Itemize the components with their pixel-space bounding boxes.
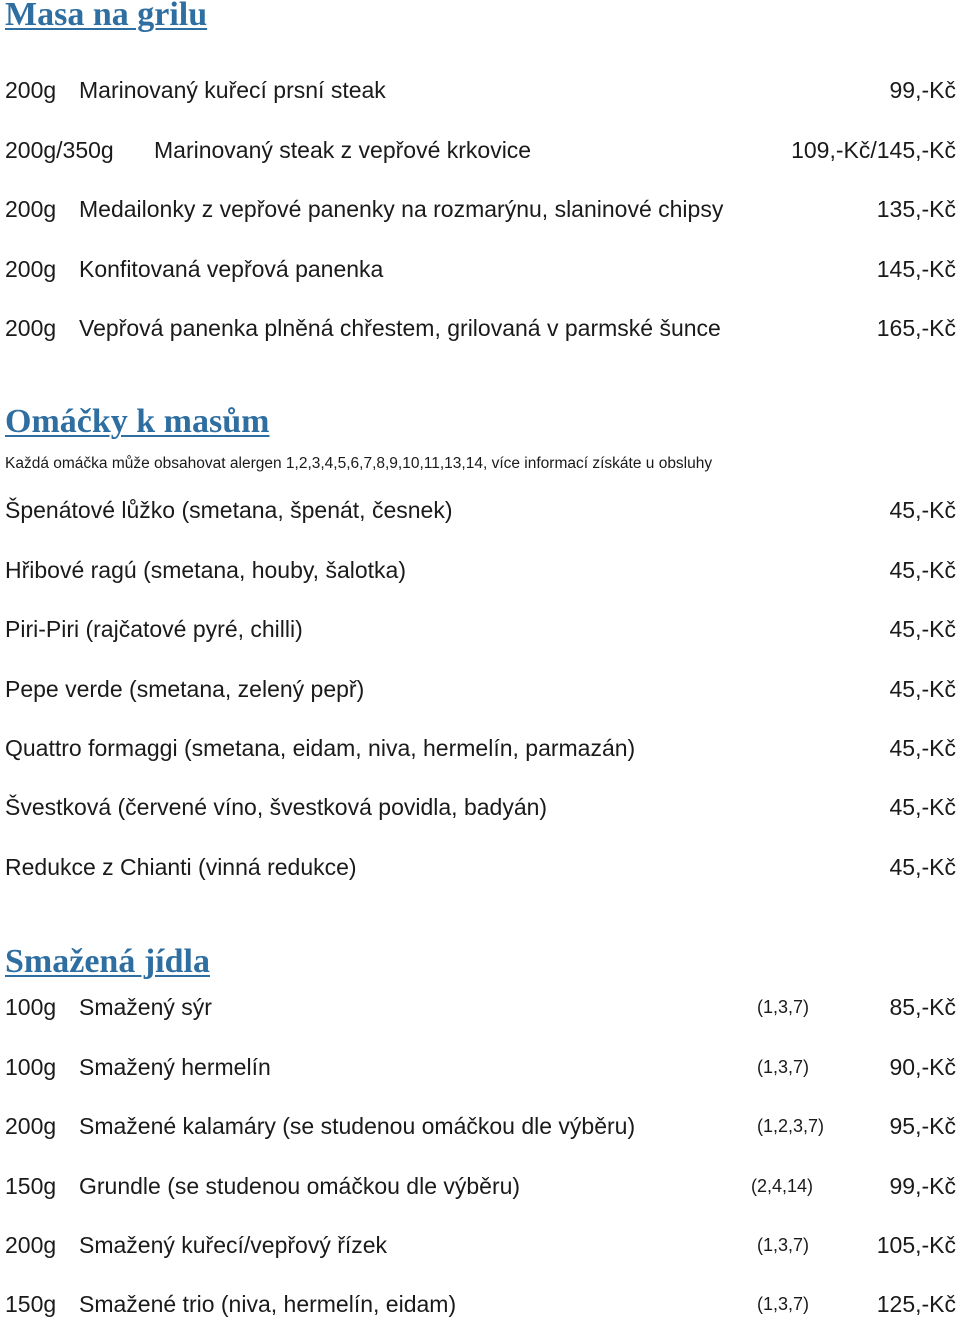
item-price: 95,-Kč [889, 1113, 956, 1139]
grill-item [5, 253, 956, 285]
item-price: 165,-Kč [876, 315, 956, 341]
item-name: Vepřová panenka plněná chřestem, grilovaná v parmské šunce [79, 315, 721, 341]
item-price: 45,-Kč [889, 676, 956, 702]
item-allergens: (1,3,7) [757, 997, 810, 1017]
item-weight: 150g [5, 1291, 57, 1317]
item-weight: 200g/350g [5, 137, 114, 163]
item-name: Marinovaný kuřecí prsní steak [79, 77, 386, 103]
sauce-item [5, 732, 956, 764]
item-name: Smažený kuřecí/vepřový řízek [79, 1232, 388, 1258]
sauce-item [5, 791, 956, 823]
fried-item [5, 1170, 956, 1202]
item-allergens: (2,4,14) [751, 1176, 814, 1196]
fried-item [5, 1110, 956, 1142]
sauce-item [5, 673, 956, 705]
item-price: 105,-Kč [876, 1232, 956, 1258]
fried-section-title: Smažená jídla [5, 943, 210, 980]
item-name: Smažené kalamáry (se studenou omáčkou dle výběru) [79, 1113, 636, 1139]
item-weight: 200g [5, 315, 57, 341]
item-weight: 100g [5, 1054, 57, 1080]
item-weight: 100g [5, 994, 57, 1020]
item-name: Hřibové ragú (smetana, houby, šalotka) [5, 557, 406, 583]
sauces-section-title: Omáčky k masům [5, 403, 270, 440]
grill-item [5, 134, 956, 166]
grill-item [5, 193, 956, 225]
fried-item [5, 1288, 956, 1320]
grill-section-title: Masa na grilu [5, 0, 208, 33]
fried-item [5, 991, 956, 1023]
item-name: Smažené trio (niva, hermelín, eidam) [79, 1291, 457, 1317]
item-price: 99,-Kč [889, 1173, 956, 1199]
item-price: 85,-Kč [889, 994, 956, 1020]
item-price: 125,-Kč [876, 1291, 956, 1317]
item-name: Piri-Piri (rajčatové pyré, chilli) [5, 616, 303, 642]
sauce-item [5, 494, 956, 526]
item-price: 90,-Kč [889, 1054, 956, 1080]
allergen-note: Každá omáčka může obsahovat alergen 1,2,3,4,5,6,7,8,9,10,11,13,14, více informací získáte u obsluhy [5, 455, 713, 472]
item-weight: 150g [5, 1173, 57, 1199]
item-allergens: (1,3,7) [757, 1294, 810, 1314]
item-price: 45,-Kč [889, 497, 956, 523]
fried-item [5, 1229, 956, 1261]
item-name: Redukce z Chianti (vinná redukce) [5, 854, 357, 880]
sauce-item [5, 851, 956, 883]
item-name: Špenátové lůžko (smetana, špenát, česnek) [5, 497, 453, 523]
item-name: Konfitovaná vepřová panenka [79, 256, 384, 282]
item-weight: 200g [5, 77, 57, 103]
grill-item [5, 74, 956, 106]
item-price: 109,-Kč/145,-Kč [791, 137, 956, 163]
item-price: 145,-Kč [876, 256, 956, 282]
item-name: Quattro formaggi (smetana, eidam, niva, hermelín, parmazán) [5, 735, 636, 761]
item-name: Grundle (se studenou omáčkou dle výběru) [79, 1173, 521, 1199]
item-price: 45,-Kč [889, 794, 956, 820]
item-price: 99,-Kč [889, 77, 956, 103]
sauce-item [5, 554, 956, 586]
item-weight: 200g [5, 196, 57, 222]
item-allergens: (1,3,7) [757, 1235, 810, 1255]
item-weight: 200g [5, 256, 57, 282]
grill-item [5, 312, 956, 344]
fried-item [5, 1051, 956, 1083]
item-name: Marinovaný steak z vepřové krkovice [154, 137, 532, 163]
item-price: 45,-Kč [889, 735, 956, 761]
item-weight: 200g [5, 1113, 57, 1139]
item-price: 45,-Kč [889, 557, 956, 583]
item-name: Švestková (červené víno, švestková povidla, badyán) [5, 794, 548, 820]
item-weight: 200g [5, 1232, 57, 1258]
item-name: Pepe verde (smetana, zelený pepř) [5, 676, 365, 702]
item-name: Smažený hermelín [79, 1054, 271, 1080]
item-allergens: (1,3,7) [757, 1057, 810, 1077]
item-price: 45,-Kč [889, 616, 956, 642]
item-price: 135,-Kč [876, 196, 956, 222]
item-price: 45,-Kč [889, 854, 956, 880]
item-name: Smažený sýr [79, 994, 212, 1020]
item-allergens: (1,2,3,7) [757, 1116, 825, 1136]
sauce-item [5, 613, 956, 645]
item-name: Medailonky z vepřové panenky na rozmarýnu, slaninové chipsy [79, 196, 724, 222]
